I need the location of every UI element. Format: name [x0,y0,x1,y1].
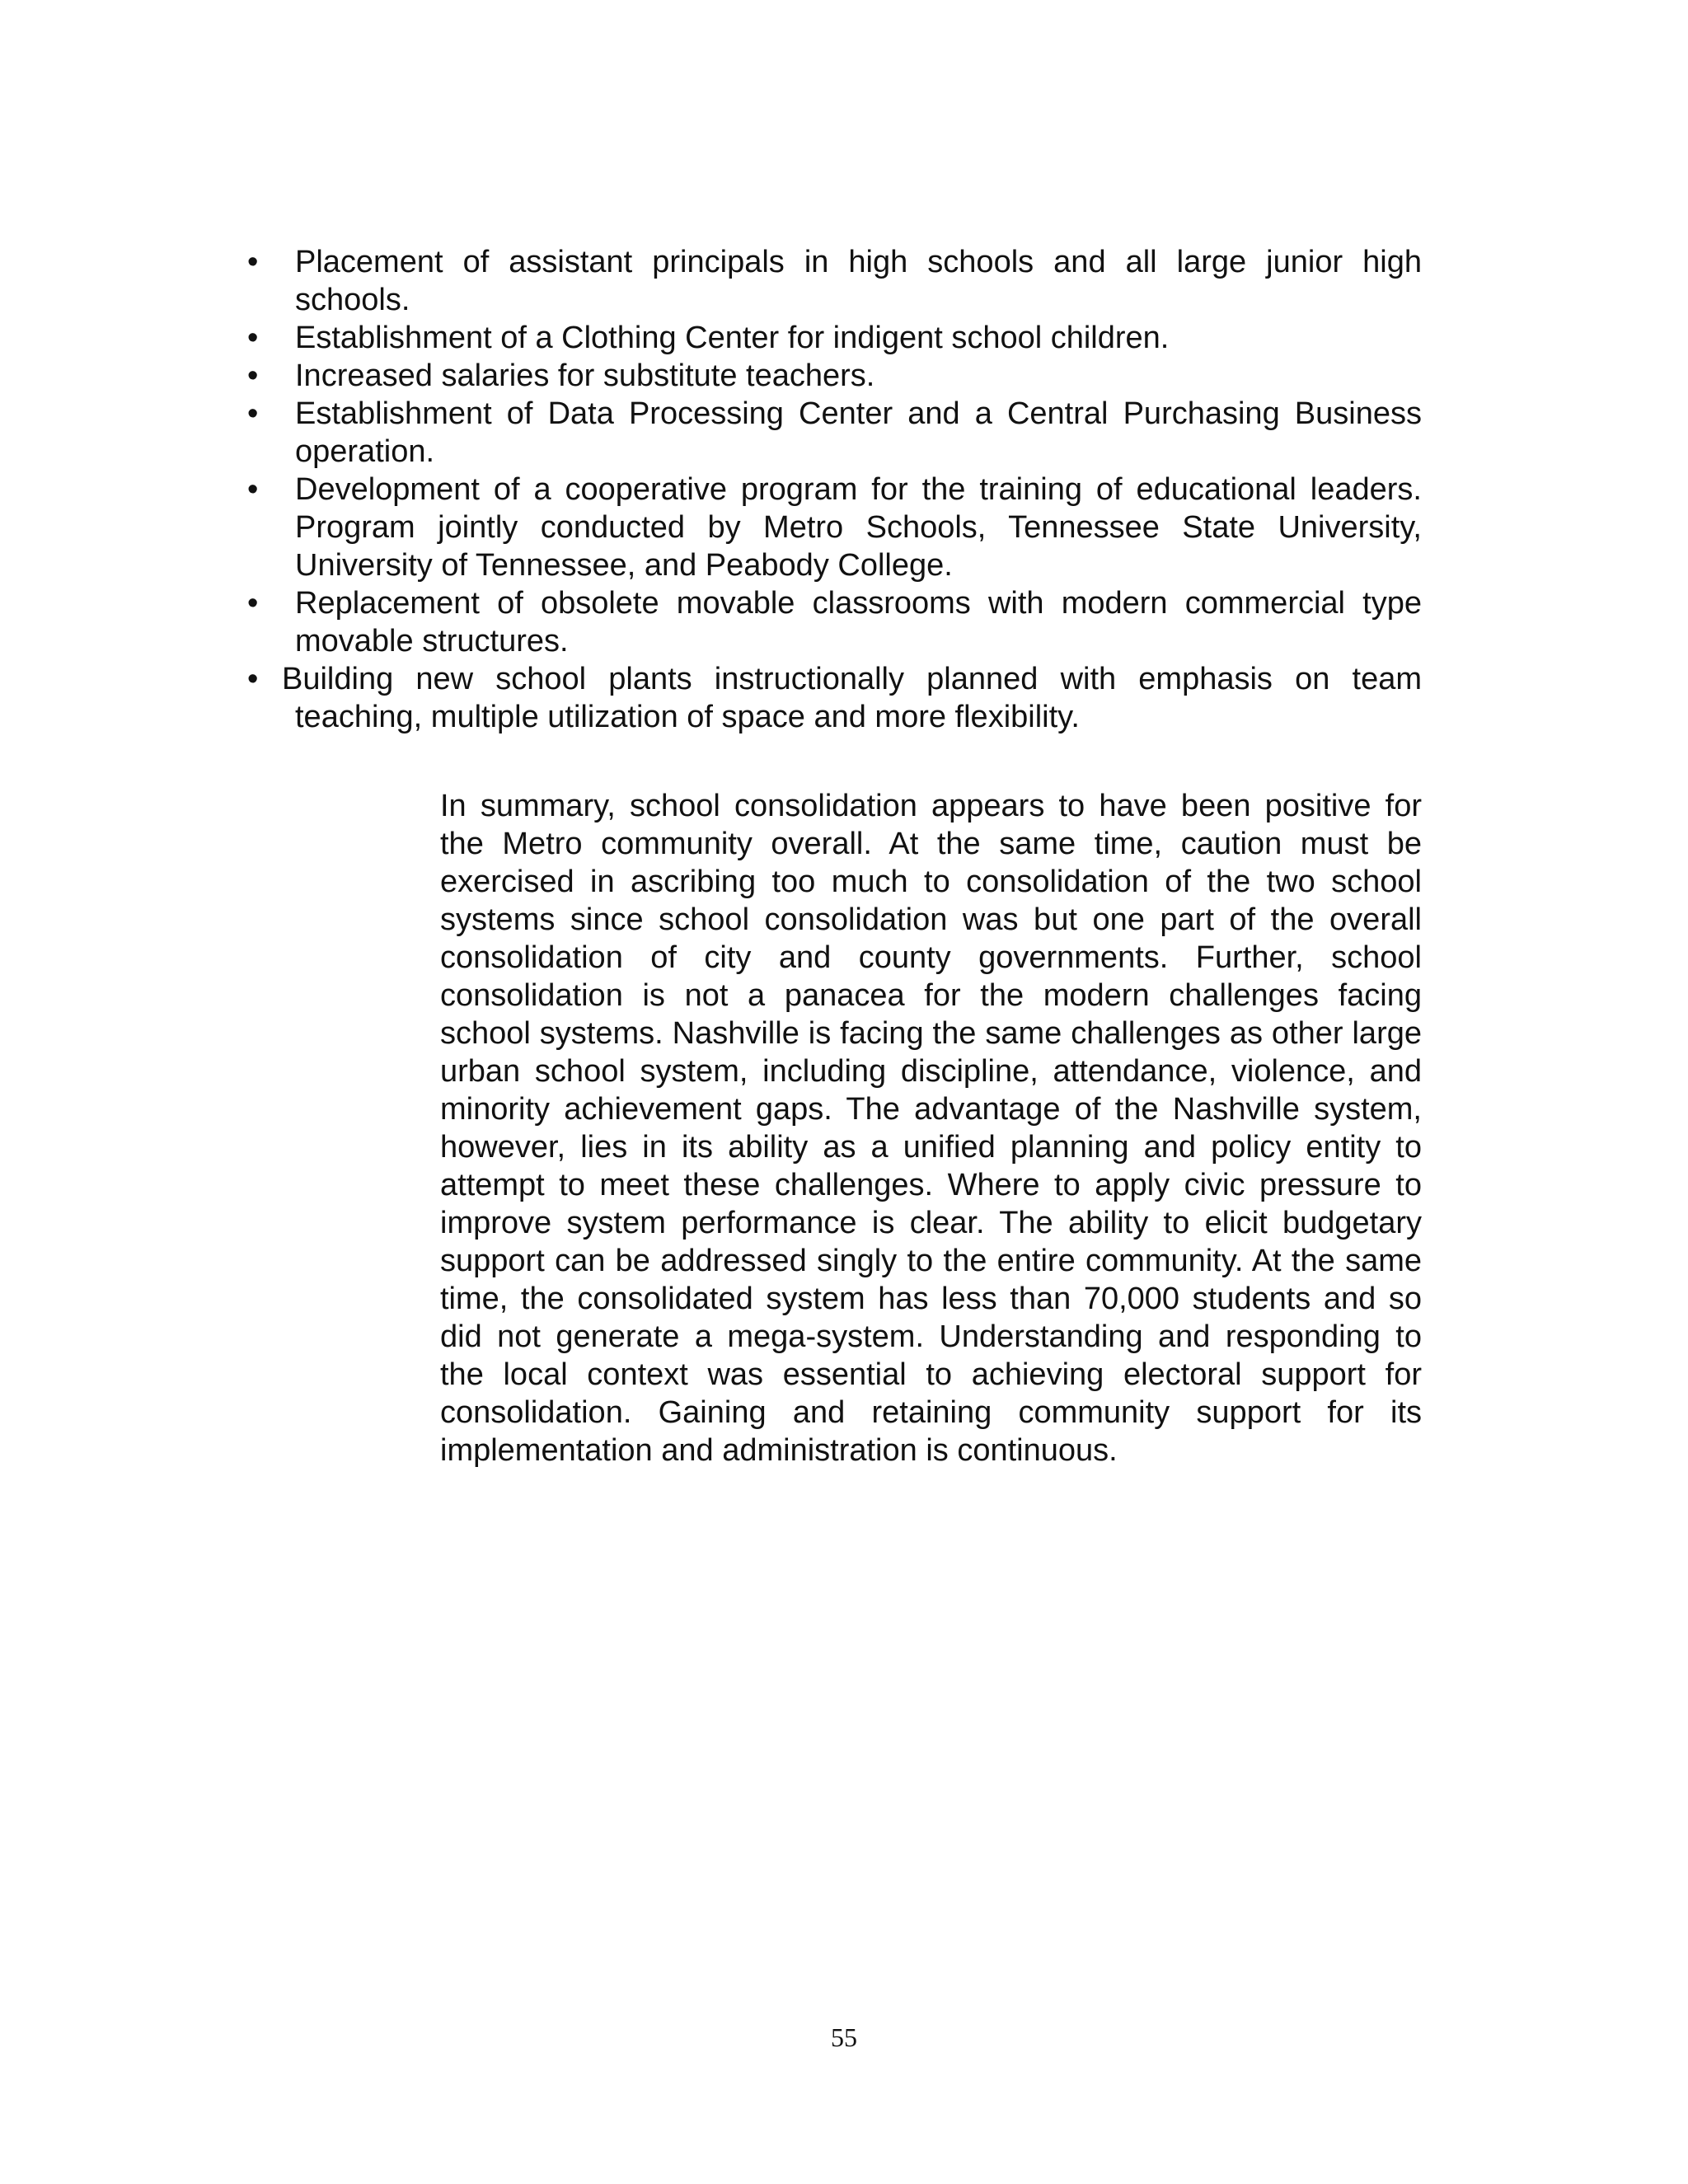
bullet-list [247,243,1422,736]
bullet-text: Building new school plants instructionally planned with emphasis on team teaching, multiple utilization of space and more flexibility. [282,662,1422,734]
bullet-dot-icon: • [247,359,259,393]
bullet-text: Establishment of a Clothing Center for indigent school children. [295,321,1170,355]
bullet-text: Establishment of Data Processing Center and a Central Purchasing Business operation. [295,396,1422,469]
bullet-item [247,319,1422,357]
bullet-item [247,471,1422,584]
bullet-item [247,243,1422,319]
bullet-dot-icon: • [247,662,259,696]
bullet-text: Increased salaries for substitute teachers. [295,359,875,393]
bullet-text: Replacement of obsolete movable classrooms with modern commercial type movable structures. [295,586,1422,658]
page-number: 55 [831,2022,857,2052]
bullet-dot-icon: • [247,321,259,355]
summary-paragraph: In summary, school consolidation appears to have been positive for the Metro community overall. At the same time, caution must be exercised in ascribing too much to consolidation of the two school systems since school consolidation was but one part of the overall consolidation of city and county governments. Further, school consolidation is not a panacea for the modern challenges facing school systems. Nashville is facing the same challenges as other large urban school system, including discipline, attendance, violence, and minority achievement gaps. The advantage of the Nashville system, however, lies in its ability as a unified planning and policy entity to attempt to meet these challenges. Where to apply civic pressure to improve system performance is clear. The ability to elicit budgetary support can be addressed singly to the entire community. At the same time, the consolidated system has less than 70,000 students and so did not generate a mega-system. Understanding and responding to the local context was essential to achieving electoral support for consolidation. Gaining and retaining community support for its implementation and administration is continuous. [440,789,1422,1468]
bullet-text: Placement of assistant principals in high schools and all large junior high schools. [295,245,1422,317]
bullet-item [247,584,1422,660]
bullet-dot-icon: • [247,472,259,507]
bullet-dot-icon: • [247,396,259,431]
bullet-item [247,357,1422,395]
bullet-item [247,660,1422,736]
bullet-dot-icon: • [247,245,259,279]
bullet-dot-icon: • [247,586,259,621]
bullet-item [247,395,1422,471]
bullet-text: Development of a cooperative program for the training of educational leaders. Program jointly conducted by Metro Schools, Tennessee State University, University of Tennessee, and Peabody College. [295,472,1422,583]
